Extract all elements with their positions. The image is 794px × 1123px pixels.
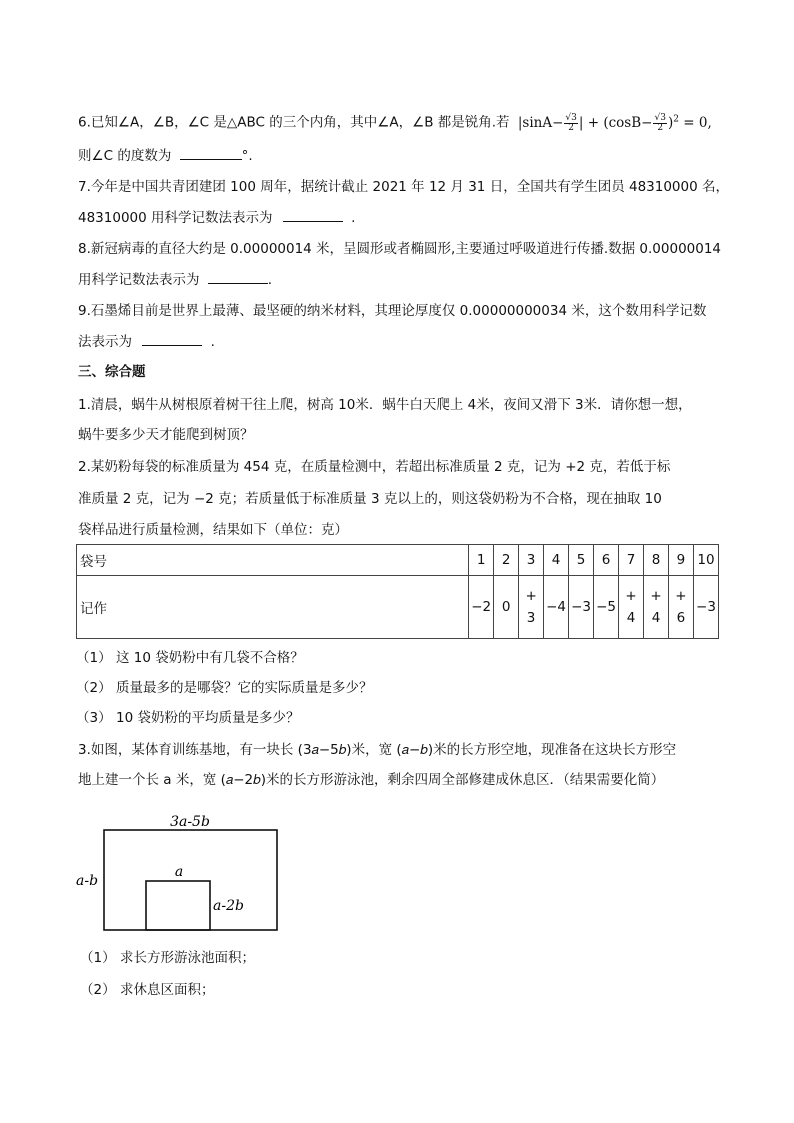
bag-number-cell: 1	[469, 545, 494, 576]
question-9-line-1: 9.石墨烯目前是世界上最薄、最坚硬的纳米材料，其理论厚度仅 0.00000000034 米，这个数用科学记数	[78, 303, 707, 319]
problem-2-line-3: 袋样品进行质量检测，结果如下（单位：克）	[78, 522, 348, 538]
pool-diagram	[72, 808, 292, 934]
quality-table	[76, 544, 719, 639]
record-cell: −5	[594, 576, 619, 639]
table-record-row	[77, 576, 719, 639]
answer-blank[interactable]	[142, 331, 202, 346]
bag-number-cell: 5	[569, 545, 594, 576]
bag-number-cell: 9	[668, 545, 693, 576]
exponent: 2	[673, 114, 679, 124]
answer-blank[interactable]	[208, 269, 268, 284]
answer-blank[interactable]	[180, 145, 242, 160]
pool-length-label: a	[174, 864, 184, 880]
question-6-line-2: 则∠C 的度数为 °.	[78, 145, 253, 166]
table-row-label: 记作	[77, 576, 469, 639]
record-cell: −4	[544, 576, 569, 639]
question-8-line-1: 8.新冠病毒的直径大约是 0.00000014 米，呈圆形或者椭圆形,主要通过呼吸道进行传播.数据 0.00000014	[78, 241, 722, 257]
answer-blank[interactable]	[283, 207, 343, 222]
sin-term: sinA	[522, 114, 553, 131]
problem-2-sub-1: （1） 这 10 袋奶粉中有几袋不合格？	[76, 650, 304, 666]
cos-term: cosB	[608, 114, 642, 131]
record-cell: + 3	[519, 576, 544, 639]
bag-number-cell: 8	[644, 545, 669, 576]
pool-rectangle	[146, 881, 210, 930]
question-7-line-2: 48310000 用科学记数法表示为 .	[78, 207, 355, 228]
problem-2-line-2: 准质量 2 克，记为 −2 克；若质量低于标准质量 3 克以上的，则这袋奶粉为不合格，现在抽取 10	[78, 491, 662, 507]
problem-1-line-1: 1.清晨，蜗牛从树根原着树干往上爬，树高 10米．蜗牛白天爬上 4米，夜间又滑下 3米．请你想一想，	[78, 397, 692, 413]
record-cell: −2	[469, 576, 494, 639]
record-cell: −3	[693, 576, 718, 639]
question-8-line-2: 用科学记数法表示为 .	[78, 269, 272, 290]
section-3-heading: 三、综合题	[78, 364, 146, 380]
pool-width-label: a-2b	[213, 898, 244, 914]
fraction: $\frac{√3}{2}$	[565, 112, 577, 133]
record-cell: −3	[569, 576, 594, 639]
problem-3-sub-1: （1） 求长方形游泳池面积；	[80, 950, 255, 966]
outer-length-label: 3a-5b	[170, 814, 210, 830]
table-row-label: 袋号	[77, 545, 469, 576]
table-header-row	[77, 545, 719, 576]
question-7-line-1: 7.今年是中国共青团建团 100 周年，据统计截止 2021 年 12 月 31 日，全国共有学生团员 48310000 名，	[78, 179, 729, 195]
question-6-line-1	[78, 109, 712, 133]
record-cell: + 4	[644, 576, 669, 639]
problem-3-line-2: 地上建一个长 a 米，宽 (𝑎−2𝑏)米的长方形游泳池，剩余四周全部修建成休息区．（结果需要化简）	[78, 772, 665, 788]
bag-number-cell: 2	[494, 545, 519, 576]
problem-3-sub-2: （2） 求休息区面积；	[80, 982, 215, 998]
question-6-text: 6.已知∠A，∠B，∠C 是△ABC 的三个内角，其中∠A，∠B 都是锐角.若	[78, 114, 510, 131]
bag-number-cell: 10	[693, 545, 718, 576]
record-cell: + 6	[668, 576, 693, 639]
outer-rectangle	[104, 830, 277, 930]
problem-2-line-1: 2.某奶粉每袋的标准质量为 454 克，在质量检测中，若超出标准质量 2 克，记为 +2 克，若低于标	[78, 459, 671, 475]
problem-2-sub-3: （3） 10 袋奶粉的平均质量是多少？	[76, 710, 300, 726]
bag-number-cell: 3	[519, 545, 544, 576]
record-cell: 0	[494, 576, 519, 639]
question-9-line-2: 法表示为 .	[78, 331, 215, 352]
problem-2-sub-2: （2） 质量最多的是哪袋？它的实际质量是多少？	[76, 680, 373, 696]
problem-3-line-1: 3.如图，某体育训练基地，有一块长 (3𝑎−5𝑏)米，宽 (𝑎−𝑏)米的长方形空地，现准备在这块长方形空	[78, 742, 677, 758]
bag-number-cell: 6	[594, 545, 619, 576]
bag-number-cell: 7	[619, 545, 644, 576]
fraction: $\frac{√3}{2}$	[654, 112, 666, 133]
outer-width-label: a-b	[76, 873, 99, 889]
question-6-equation: |sinA− $\frac{√3}{2}$ | + (cosB− $\frac{√3}{2}$ )$^2$ = 0,	[517, 112, 712, 133]
problem-1-line-2: 蜗牛要多少天才能爬到树顶？	[78, 427, 254, 443]
record-cell: + 4	[619, 576, 644, 639]
bag-number-cell: 4	[544, 545, 569, 576]
